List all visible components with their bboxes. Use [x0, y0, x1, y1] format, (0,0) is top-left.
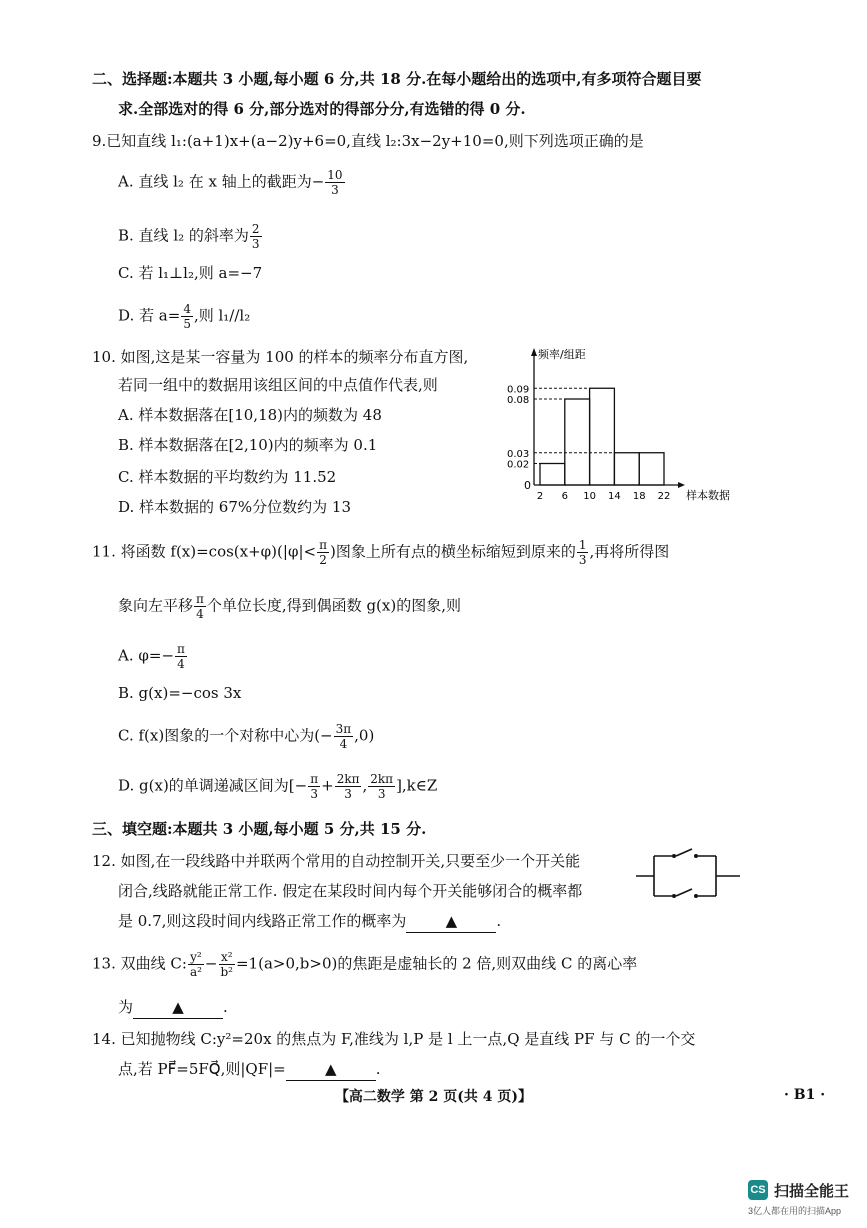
q9-option-a: A. 直线 l₂ 在 x 轴上的截距为− $\frac{10}{3}$ — [118, 168, 343, 197]
q11-option-b: B. g(x)=−cos 3x — [118, 684, 242, 702]
q10-option-a: A. 样本数据落在[10,18)内的频数为 48 — [118, 406, 382, 424]
q9-stem: 9.已知直线 l₁:(a+1)x+(a−2)y+6=0,直线 l₂:3x−2y+10=0,则下列选项正确的是 — [92, 132, 644, 150]
q14-stem: 14. 已知抛物线 C:y²=20x 的焦点为 F,准线为 l,P 是 l 上一点,Q 是直线 PF 与 C 的一个交 — [92, 1030, 696, 1048]
q12-answer-blank[interactable]: ▲ — [406, 910, 496, 933]
x-axis-arrow — [678, 482, 685, 488]
q9-option-b: B. 直线 l₂ 的斜率为 $\frac{2}{3}$ — [118, 222, 260, 251]
paper-code: · B1 · — [784, 1087, 826, 1103]
y-tick-label: 0.09 — [507, 384, 530, 396]
histogram-bar — [590, 388, 615, 485]
page-footer-title: 【高二数学 第 2 页(共 4 页)】 — [334, 1089, 533, 1105]
histogram-bar — [639, 453, 664, 485]
q11-option-a: A. φ=− $\frac{\pi}{4}$ — [118, 642, 185, 671]
q13-answer-blank[interactable]: ▲ — [133, 996, 223, 1019]
histogram-bar — [565, 399, 590, 485]
x-axis-label: 样本数据 — [686, 489, 730, 502]
section3-heading: 三、填空题:本题共 3 小题,每小题 5 分,共 15 分. — [92, 820, 427, 838]
x-tick-label: 2 — [536, 491, 544, 502]
frequency-histogram — [500, 340, 750, 510]
q12-stem: 12. 如图,在一段线路中并联两个常用的自动控制开关,只要至少一个开关能 — [92, 852, 581, 870]
watermark-slogan: 3亿人都在用的扫描App — [748, 1206, 842, 1216]
x-tick-label: 22 — [657, 491, 671, 502]
q9-option-c: C. 若 l₁⊥l₂,则 a=−7 — [118, 264, 263, 282]
q12-stem-cont: 闭合,线路就能正常工作. 假定在某段时间内每个开关能够闭合的概率都 — [118, 882, 583, 900]
q12-stem-end: 是 0.7,则这段时间内线路正常工作的概率为 ▲ . — [118, 910, 501, 933]
q10-option-c: C. 样本数据的平均数约为 11.52 — [118, 468, 337, 486]
q10-option-d: D. 样本数据的 67%分位数约为 13 — [118, 498, 351, 516]
parallel-switch-circuit — [636, 848, 744, 904]
histogram-bar — [540, 464, 565, 486]
q9-option-d: D. 若 a= $\frac{4}{5}$ ,则 l₁//l₂ — [118, 302, 251, 331]
q14-stem-end: 点,若 PF⃗=5FQ⃗,则|QF|= ▲ . — [118, 1058, 381, 1081]
y-tick-label: 0.03 — [507, 448, 530, 460]
scanner-watermark — [748, 1180, 858, 1220]
watermark-name: 扫描全能王 — [774, 1183, 850, 1200]
q10-option-b: B. 样本数据落在[2,10)内的频率为 0.1 — [118, 436, 378, 454]
q11-stem-cont: 象向左平移 $\frac{\pi}{4}$ 个单位长度,得到偶函数 g(x)的图象,则 — [118, 592, 461, 621]
x-tick-label: 6 — [561, 491, 568, 502]
q11-option-d: D. g(x)的单调递减区间为[− $\frac{\pi}{3}$ + $\frac{2k\pi}{3}$ , $\frac{2k\pi}{3}$ ],k∈Z — [118, 772, 438, 801]
origin-label: 0 — [524, 479, 531, 492]
x-tick-label: 10 — [583, 491, 596, 502]
y-axis-label: 频率/组距 — [538, 348, 586, 361]
q13-stem-end: 为 ▲ . — [118, 996, 228, 1019]
camscanner-logo-icon: CS — [748, 1180, 768, 1200]
y-tick-label: 0.02 — [507, 459, 530, 471]
q10-stem: 10. 如图,这是某一容量为 100 的样本的频率分布直方图, — [92, 348, 469, 366]
y-tick-label: 0.08 — [507, 395, 530, 406]
x-tick-label: 14 — [608, 491, 621, 502]
q13-stem: 13. 双曲线 C: $\frac{\text{y²}}{\text{a²}}$ − $\frac{\text{x²}}{\text{b²}}$ =1(a>0,b>0)的焦距是虚轴长的 2 倍,则双曲线 C 的离心率 — [92, 950, 638, 979]
q14-answer-blank[interactable]: ▲ — [286, 1058, 376, 1081]
section2-heading: 二、选择题:本题共 3 小题,每小题 6 分,共 18 分.在每小题给出的选项中,有多项符合题目要 — [92, 70, 702, 88]
histogram-bar — [614, 453, 639, 485]
q11-option-c: C. f(x)图象的一个对称中心为(− $\frac{3\pi}{4}$ ,0) — [118, 722, 375, 751]
section2-heading-cont: 求.全部选对的得 6 分,部分选对的得部分分,有选错的得 0 分. — [118, 100, 526, 118]
x-tick-label: 18 — [632, 491, 646, 502]
q11-stem: 11. 将函数 f(x)=cos(x+φ)(|φ|< $\frac{\pi}{2}$ )图象上所有点的横坐标缩短到原来的 $\frac{1}{3}$ ,再将所得图 — [92, 538, 670, 567]
q10-stem-cont: 若同一组中的数据用该组区间的中点值作代表,则 — [118, 376, 438, 394]
y-axis-arrow — [531, 348, 537, 356]
